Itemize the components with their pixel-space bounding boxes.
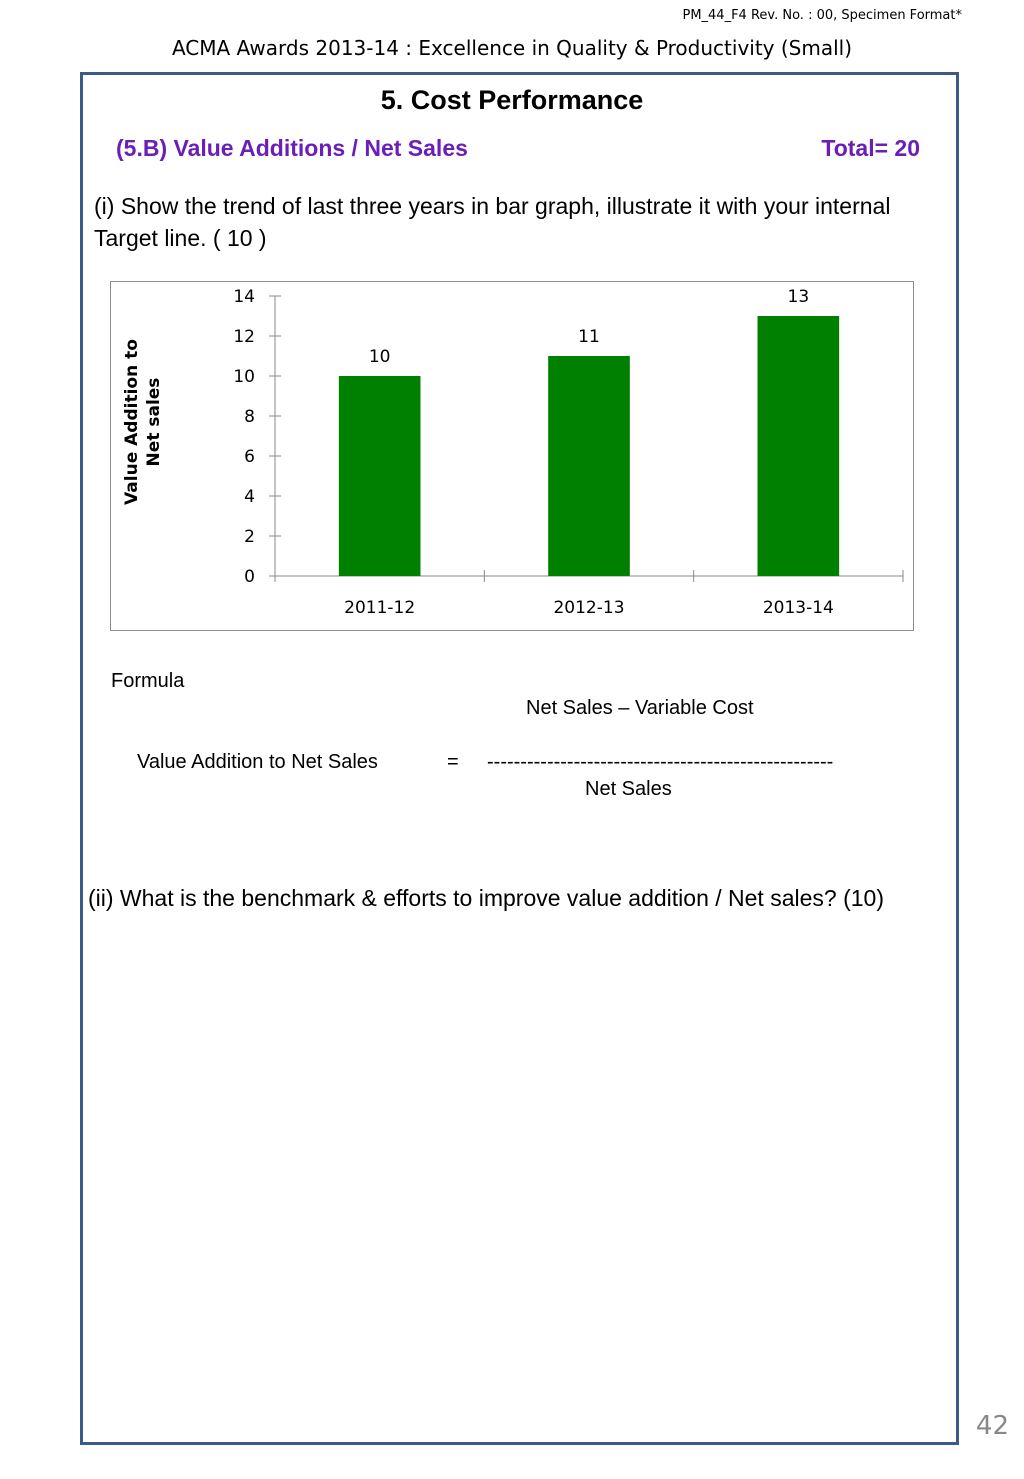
data-label: 11 — [578, 327, 600, 347]
x-tick-label: 2011-12 — [344, 598, 416, 618]
data-label: 10 — [368, 347, 391, 367]
award-title: ACMA Awards 2013-14 : Excellence in Quality & Productivity (Small) — [171, 36, 853, 60]
section-subtitle: (5.B) Value Additions / Net Sales — [116, 135, 468, 161]
y-tick-label: 10 — [233, 367, 255, 387]
formula-numerator: Net Sales – Variable Cost — [526, 697, 754, 719]
formula-divider: ---------------------------------------------------- — [487, 751, 834, 773]
formula-label: Formula — [111, 670, 185, 692]
y-axis-label: Value Addition to Net sales — [122, 339, 164, 505]
page-number: 42 — [975, 1411, 1009, 1441]
document-code: PM_44_F4 Rev. No. : 00, Specimen Format* — [682, 8, 962, 23]
total-marks: Total= 20 — [821, 135, 920, 161]
section-title: 5. Cost Performance — [380, 85, 644, 115]
y-tick-label: 2 — [244, 527, 255, 547]
y-tick-label: 12 — [233, 327, 255, 347]
question-two: (ii) What is the benchmark & efforts to improve value addition / Net sales? (10) — [88, 885, 884, 911]
question-one: (i) Show the trend of last three years in bar graph, illustrate it with your internal Target line. ( 10 ) — [94, 193, 891, 251]
chart-canvas — [111, 282, 913, 630]
formula-lhs: Value Addition to Net Sales — [137, 751, 378, 773]
bar-chart — [110, 281, 914, 631]
y-tick-label: 0 — [244, 567, 255, 587]
y-tick-label: 8 — [244, 407, 255, 427]
y-tick-label: 4 — [244, 487, 255, 507]
y-tick-label: 14 — [233, 287, 255, 307]
y-tick-label: 6 — [244, 447, 255, 467]
formula-denominator: Net Sales — [585, 778, 672, 800]
bar — [339, 376, 421, 576]
bar — [758, 316, 840, 576]
data-label: 13 — [787, 287, 810, 307]
formula-equals: = — [447, 751, 459, 773]
x-tick-label: 2013-14 — [762, 598, 834, 618]
bar — [548, 356, 630, 576]
x-tick-label: 2012-13 — [553, 598, 625, 618]
